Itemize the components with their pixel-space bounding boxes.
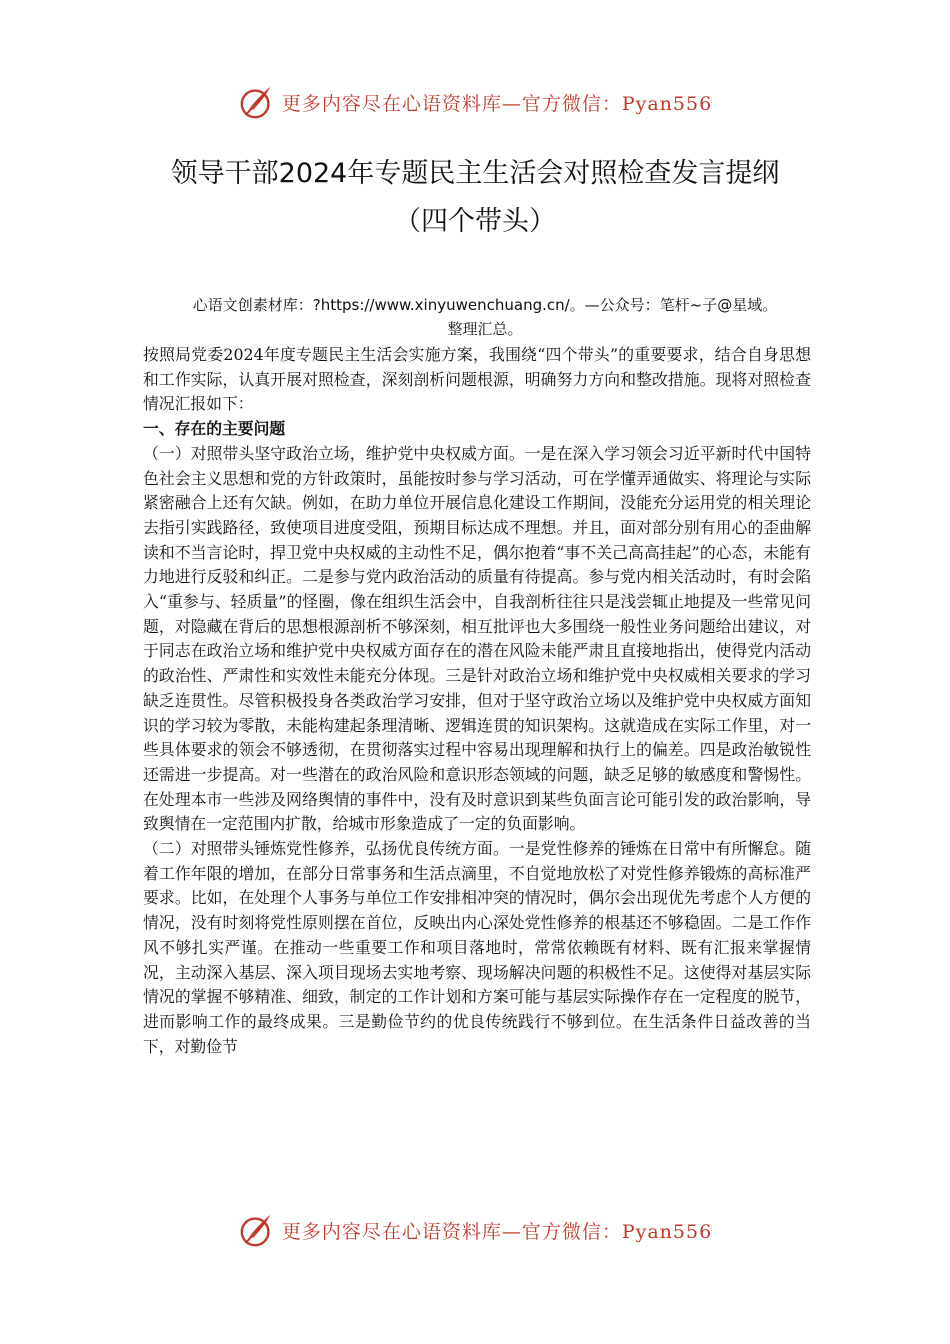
- source-line-2: 整理汇总。: [447, 320, 523, 338]
- source-note: [140, 293, 830, 341]
- quill-pen-logo-icon: [238, 83, 276, 121]
- intro-paragraph: 按照局党委2024年度专题民主生活会实施方案，我围绕“四个带头”的重要要求，结合自身思想和工作实际，认真开展对照检查，深刻剖析问题根源，明确努力方向和整改措施。现将对照检查情况汇报如下：: [143, 345, 811, 414]
- document-body: [143, 343, 811, 1059]
- banner-slogan: 更多内容尽在心语资料库—官方微信：: [281, 1220, 622, 1243]
- banner-wechat-id: Pyan556: [621, 1220, 713, 1243]
- source-line-1: 心语文创素材库：?https://www.xinyuwenchuang.cn/。—公众号：笔杆~子@星域。: [192, 296, 778, 314]
- section-heading: 一、存在的主要问题: [143, 419, 286, 439]
- quill-pen-logo-icon: [238, 1211, 276, 1249]
- document-title: [120, 150, 830, 246]
- title-line-1: 领导干部2024年专题民主生活会对照检查发言提纲: [170, 158, 780, 189]
- title-line-2: （四个带头）: [394, 206, 556, 237]
- footer-banner[interactable]: [0, 1208, 950, 1252]
- paragraph-political-stance: （一）对照带头坚守政治立场，维护党中央权威方面。一是在深入学习领会习近平新时代中国特色社会主义思想和党的方针政策时，虽能按时参与学习活动，可在学懂弄通做实、将理论与实际紧密融合上还有欠缺。例如，在助力单位开展信息化建设工作期间，没能充分运用党的相关理论去指引实践路径，致使项目进度受阻，预期目标达成不理想。并且，面对部分别有用心的歪曲解读和不当言论时，捍卫党中央权威的主动性不足，偶尔抱着“事不关己高高挂起”的心态，未能有力地进行反驳和纠正。二是参与党内政治活动的质量有待提高。参与党内相关活动时，有时会陷入“重参与、轻质量”的怪圈，像在组织生活会中，自我剖析往往只是浅尝辄止地提及一些常见问题，对隐藏在背后的思想根源剖析不够深刻，相互批评也大多围绕一般性业务问题给出建议，对于同志在政治立场和维护党中央权威方面存在的潜在风险未能严肃且直接地指出，使得党内活动的政治性、严肃性和实效性未能充分体现。三是针对政治立场和维护党中央权威相关要求的学习缺乏连贯性。尽管积极投身各类政治学习安排，但对于坚守政治立场以及维护党中央权威方面知识的学习较为零散，未能构建起条理清晰、逻辑连贯的知识架构。这就造成在实际工作里，对一些具体要求的领会不够透彻，在贯彻落实过程中容易出现理解和执行上的偏差。四是政治敏锐性还需进一步提高。对一些潜在的政治风险和意识形态领域的问题，缺乏足够的敏感度和警惕性。在处理本市一些涉及网络舆情的事件中，没有及时意识到某些负面言论可能引发的政治影响，导致舆情在一定范围内扩散，给城市形象造成了一定的负面影响。: [143, 443, 811, 834]
- banner-slogan: 更多内容尽在心语资料库—官方微信：: [281, 92, 622, 115]
- banner-text: [282, 1217, 712, 1244]
- paragraph-party-spirit: （二）对照带头锤炼党性修养，弘扬优良传统方面。一是党性修养的锤炼在日常中有所懈怠。随着工作年限的增加，在部分日常事务和生活点滴里，不自觉地放松了对党性修养锻炼的高标准严要求。比如，在处理个人事务与单位工作安排相冲突的情况时，偶尔会出现优先考虑个人方便的情况，没有时刻将党性原则摆在首位，反映出内心深处党性修养的根基还不够稳固。二是工作作风不够扎实严谨。在推动一些重要工作和项目落地时，常常依赖既有材料、既有汇报来掌握情况，主动深入基层、深入项目现场去实地考察、现场解决问题的积极性不足。这使得对基层实际情况的掌握不够精准、细致，制定的工作计划和方案可能与基层实际操作存在一定程度的脱节，进而影响工作的最终成果。三是勤俭节约的优良传统践行不够到位。在生活条件日益改善的当下，对勤俭节: [143, 839, 811, 1056]
- banner-text: [282, 89, 712, 116]
- header-banner[interactable]: [0, 80, 950, 124]
- banner-wechat-id: Pyan556: [621, 92, 713, 115]
